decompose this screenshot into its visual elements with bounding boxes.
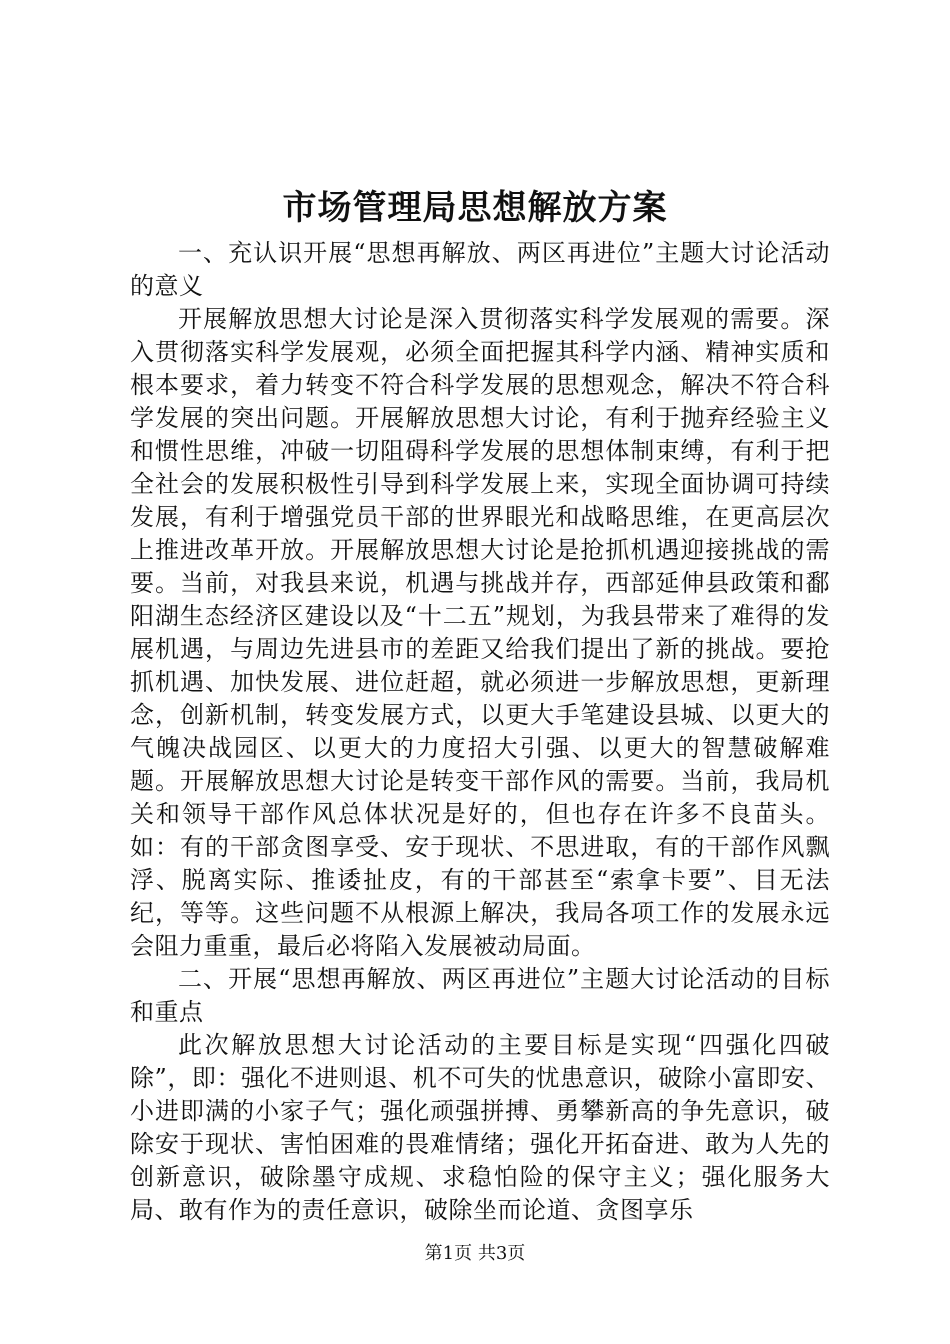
section-heading-2: 二、开展“思想再解放、两区再进位”主题大讨论活动的目标和重点: [130, 965, 830, 1026]
body-paragraph-2: 此次解放思想大讨论活动的主要目标是实现“四强化四破除”，即：强化不进则退、机不可失的忧患意识，破除小富即安、小进即满的小家子气；强化顽强拼搏、勇攀新高的争先意识，破除安于现状、害怕困难的畏难情绪；强化开拓奋进、敢为人先的创新意识，破除墨守成规、求稳怕险的保守主义；强化服务大局、敢有作为的责任意识，破除坐而论道、贪图享乐: [130, 1031, 830, 1224]
document-body: [130, 237, 830, 1227]
section-heading-1: 一、充认识开展“思想再解放、两区再进位”主题大讨论活动的意义: [130, 239, 830, 300]
body-paragraph-1: 开展解放思想大讨论是深入贯彻落实科学发展观的需要。深入贯彻落实科学发展观，必须全面把握其科学内涵、精神实质和根本要求，着力转变不符合科学发展的思想观念，解决不符合科学发展的突出问题。开展解放思想大讨论，有利于抛弃经验主义和惯性思维，冲破一切阻碍科学发展的思想体制束缚，有利于把全社会的发展积极性引导到科学发展上来，实现全面协调可持续发展，有利于增强党员干部的世界眼光和战略思维，在更高层次上推进改革开放。开展解放思想大讨论是抢抓机遇迎接挑战的需要。当前，对我县来说，机遇与挑战并存，西部延伸县政策和鄱阳湖生态经济区建设以及“十二五”规划，为我县带来了难得的发展机遇，与周边先进县市的差距又给我们提出了新的挑战。要抢抓机遇、加快发展、进位赶超，就必须进一步解放思想，更新理念，创新机制，转变发展方式，以更大手笔建设县城、以更大的气魄决战园区、以更大的力度招大引强、以更大的智慧破解难题。开展解放思想大讨论是转变干部作风的需要。当前，我局机关和领导干部作风总体状况是好的，但也存在许多不良苗头。如：有的干部贪图享受、安于现状、不思进取，有的干部作风飘浮、脱离实际、推诿扯皮，有的干部甚至“索拿卡要”、目无法纪，等等。这些问题不从根源上解决，我局各项工作的发展永远会阻力重重，最后必将陷入发展被动局面。: [130, 305, 830, 960]
document-title: 市场管理局思想解放方案: [282, 188, 668, 228]
page-footer: 第1页 共3页: [424, 1243, 526, 1264]
